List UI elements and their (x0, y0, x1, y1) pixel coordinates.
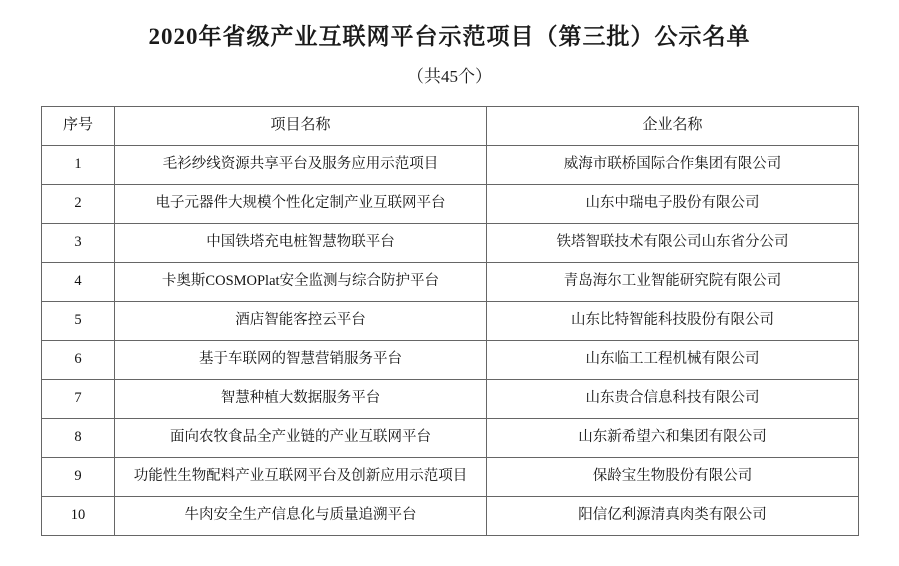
cell-index: 3 (42, 223, 115, 262)
cell-project: 毛衫纱线资源共享平台及服务应用示范项目 (115, 145, 487, 184)
cell-project: 智慧种植大数据服务平台 (115, 379, 487, 418)
cell-index: 2 (42, 184, 115, 223)
cell-project: 面向农牧食品全产业链的产业互联网平台 (115, 418, 487, 457)
cell-index: 5 (42, 301, 115, 340)
cell-index: 7 (42, 379, 115, 418)
document-page (0, 22, 899, 566)
table-row (42, 379, 859, 418)
page-subtitle: （共45个） (407, 66, 492, 86)
cell-enterprise: 保龄宝生物股份有限公司 (487, 457, 859, 496)
cell-index: 10 (42, 496, 115, 535)
cell-enterprise: 阳信亿利源清真肉类有限公司 (487, 496, 859, 535)
cell-project: 牛肉安全生产信息化与质量追溯平台 (115, 496, 487, 535)
table-row (42, 418, 859, 457)
listing-table-container (41, 106, 858, 536)
cell-enterprise: 威海市联桥国际合作集团有限公司 (487, 145, 859, 184)
cell-index: 4 (42, 262, 115, 301)
cell-enterprise: 山东贵合信息科技有限公司 (487, 379, 859, 418)
cell-project: 功能性生物配料产业互联网平台及创新应用示范项目 (115, 457, 487, 496)
cell-index: 1 (42, 145, 115, 184)
table-header (42, 106, 859, 145)
cell-index: 8 (42, 418, 115, 457)
table-row (42, 457, 859, 496)
column-header-index: 序号 (42, 106, 115, 145)
table-row (42, 496, 859, 535)
table-row (42, 340, 859, 379)
table-row (42, 145, 859, 184)
cell-enterprise: 铁塔智联技术有限公司山东省分公司 (487, 223, 859, 262)
column-header-enterprise: 企业名称 (487, 106, 859, 145)
table-body (42, 145, 859, 535)
column-header-project: 项目名称 (115, 106, 487, 145)
cell-enterprise: 山东新希望六和集团有限公司 (487, 418, 859, 457)
cell-project: 基于车联网的智慧营销服务平台 (115, 340, 487, 379)
page-title: 2020年省级产业互联网平台示范项目（第三批）公示名单 (148, 24, 751, 49)
cell-project: 电子元器件大规模个性化定制产业互联网平台 (115, 184, 487, 223)
cell-index: 6 (42, 340, 115, 379)
table-header-row (42, 106, 859, 145)
table-row (42, 184, 859, 223)
cell-enterprise: 青岛海尔工业智能研究院有限公司 (487, 262, 859, 301)
cell-project: 中国铁塔充电桩智慧物联平台 (115, 223, 487, 262)
cell-enterprise: 山东中瑞电子股份有限公司 (487, 184, 859, 223)
cell-index: 9 (42, 457, 115, 496)
cell-project: 酒店智能客控云平台 (115, 301, 487, 340)
table-row (42, 223, 859, 262)
cell-enterprise: 山东临工工程机械有限公司 (487, 340, 859, 379)
table-row (42, 262, 859, 301)
cell-enterprise: 山东比特智能科技股份有限公司 (487, 301, 859, 340)
table-row (42, 301, 859, 340)
listing-table (41, 106, 859, 536)
cell-project: 卡奥斯COSMOPlat安全监测与综合防护平台 (115, 262, 487, 301)
